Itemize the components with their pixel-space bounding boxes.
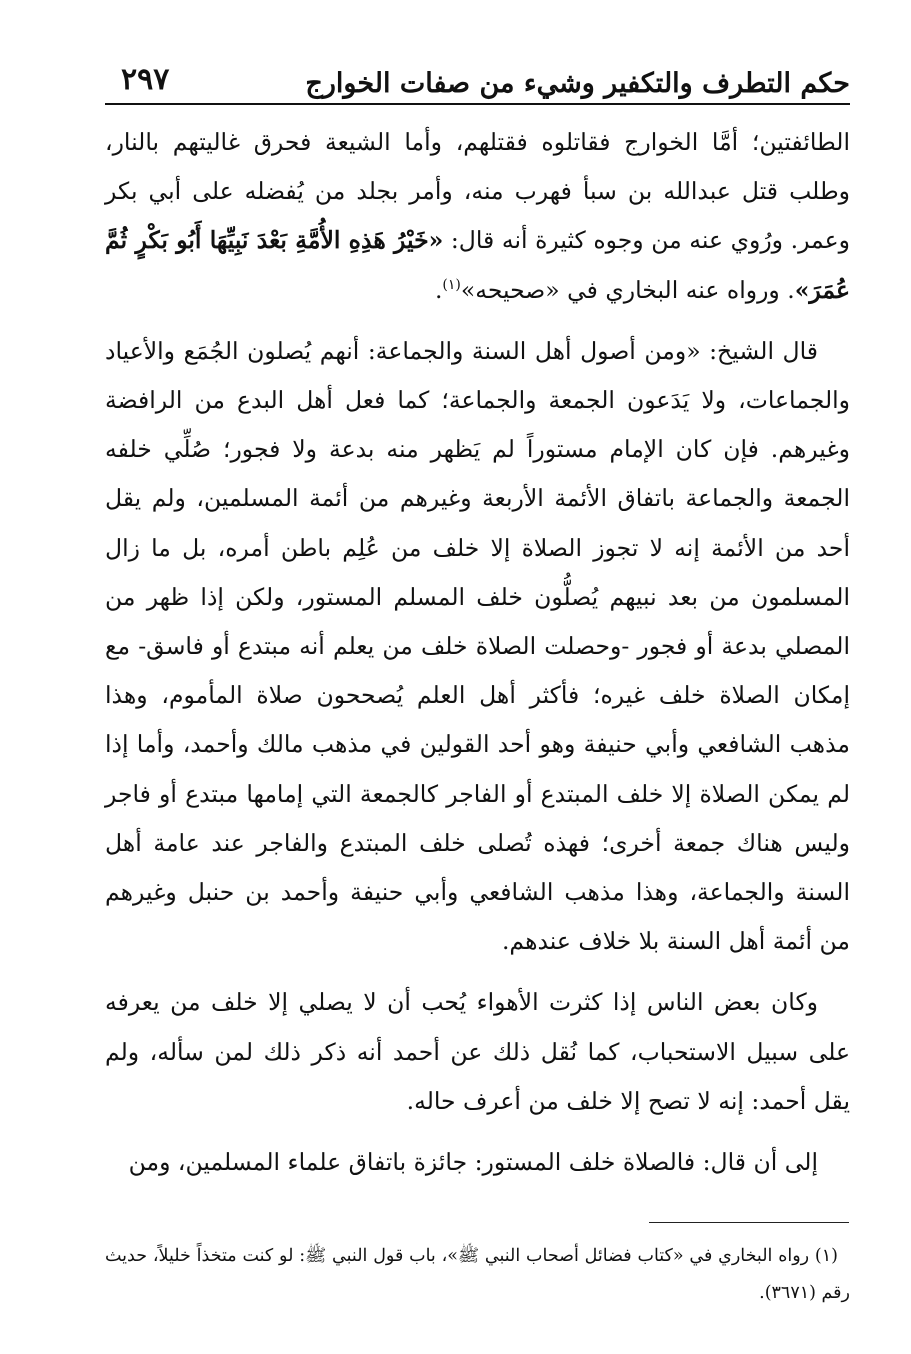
header-rule (105, 103, 850, 105)
footnote-1: (١) رواه البخاري في «كتاب فضائل أصحاب النبي ﷺ»، باب قول النبي ﷺ: لو كنت متخذاً خليلاً، حديث رقم (٣٦٧١). (105, 1246, 850, 1303)
paragraph-1-text-cont: . ورواه عنه البخاري في «صحيحه» (460, 275, 795, 304)
running-title: حكم التطرف والتكفير وشيء من صفات الخوارج (305, 68, 850, 99)
hadith-quote: «خَيْرُ هَذِهِ الأُمَّةِ بَعْدَ نَبِيِّهَا أَبُو بَكْرٍ ثُمَّ عُمَرَ» (105, 226, 850, 304)
paragraph-3: وكان بعض الناس إذا كثرت الأهواء يُحب أن لا يصلي إلا خلف من يعرفه على سبيل الاستحباب، كما نُقل ذلك عن أحمد أنه ذكر ذلك لمن سأله، ولم يقل أحمد: إنه لا تصح إلا خلف من أعرف حاله. (105, 988, 850, 1115)
paragraph-4: إلى أن قال: فالصلاة خلف المستور: جائزة باتفاق علماء المسلمين، ومن (128, 1148, 818, 1177)
paragraph-2: قال الشيخ: «ومن أصول أهل السنة والجماعة: أنهم يُصلون الجُمَع والأعياد والجماعات، ولا يَدَعون الجمعة والجماعة؛ كما فعل أهل البدع من الرافضة وغيرهم. فإن كان الإمام مستوراً لم يَظهر منه بدعة ولا فجور؛ صُلِّي خلفه الجمعة والجماعة باتفاق الأئمة الأربعة وغيرهم من أئمة المسلمين، ولم يقل أحد من الأئمة إنه لا تجوز الصلاة إلا خلف من عُلِم باطن أمره، بل ما زال المسلمون من بعد نبيهم يُصلُّون خلف المسلم المستور، ولكن إذا ظهر من المصلي بدعة أو فجور -وحصلت الصلاة خلف من يعلم أنه مبتدع أو فاسق- مع إمكان الصلاة خلف غيره؛ فأكثر أهل العلم يُصححون صلاة المأموم، وهذا مذهب الشافعي وأبي حنيفة وهو أحد القولين في مذهب مالك وأحمد، وأما إذا لم يمكن الصلاة إلا خلف المبتدع أو الفاجر كالجمعة التي إمامها مبتدع أو فاجر وليس هناك جمعة أخرى؛ فهذه تُصلى خلف المبتدع والفاجر عند عامة أهل السنة والجماعة، وهذا مذهب الشافعي وأبي حنيفة وأحمد بن حنبل وغيرهم من أئمة أهل السنة بلا خلاف عندهم. (105, 336, 850, 956)
main-text (105, 118, 850, 1187)
paragraph-1-text: الطائفتين؛ أمَّا الخوارج فقاتلوه فقتلهم، وأما الشيعة فحرق غاليتهم بالنار، وطلب قتل عبدالله بن سبأ فهرب منه، وأمر بجلد من يُفضله على أبي بكر وعمر. ورُوي عنه من وجوه كثيرة أنه قال: (105, 128, 850, 255)
page-number: ٢٩٧ (121, 62, 170, 97)
footnote (105, 1238, 850, 1312)
footnote-reference[interactable]: (١) (442, 276, 461, 293)
running-header (105, 58, 850, 102)
footnote-rule (649, 1222, 849, 1223)
paragraph-1-end: . (434, 275, 443, 304)
paragraph-1 (105, 118, 850, 315)
